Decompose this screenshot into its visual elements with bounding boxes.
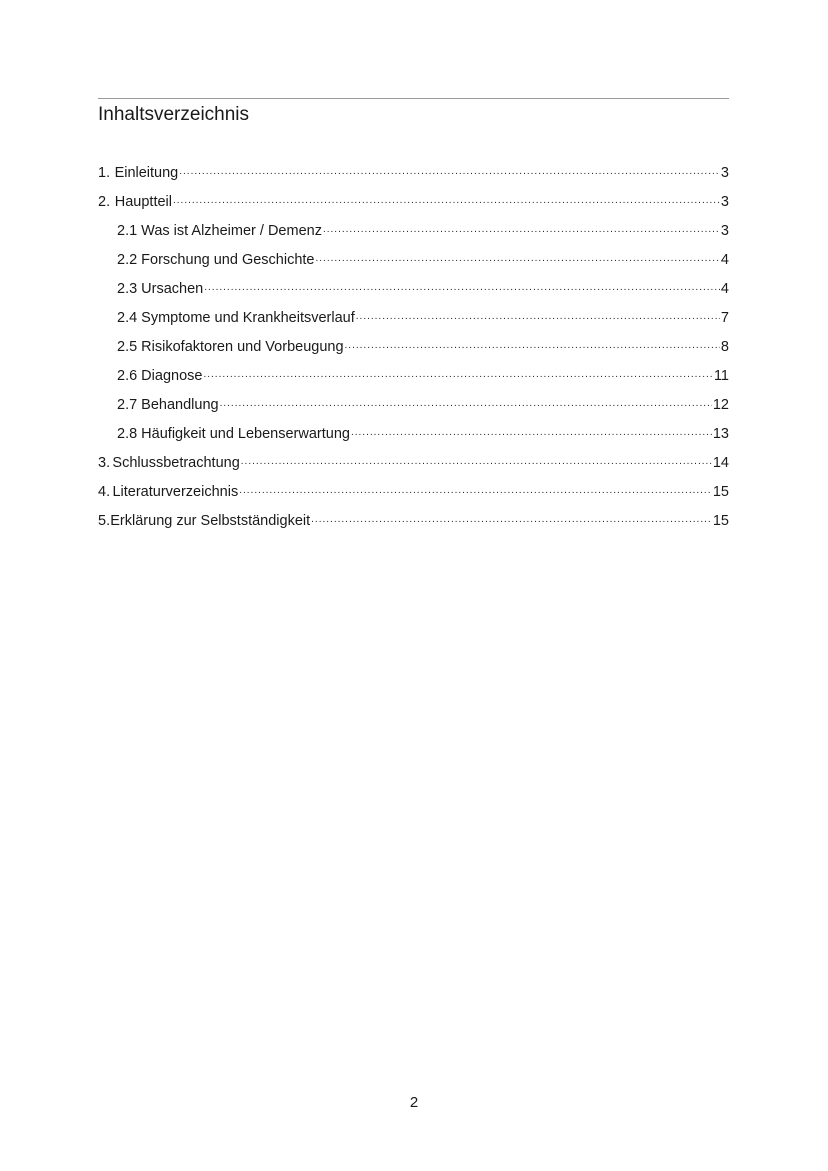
toc-entry-page: 3 [720,164,729,181]
header-rule [98,98,729,99]
toc-entry-label: 2.5 Risikofaktoren und Vorbeugung [117,338,344,355]
toc-entry-label: Einleitung [114,164,179,181]
toc-entry-2-3[interactable] [98,274,729,303]
toc-entry-page: 3 [720,193,729,210]
toc-entry-page: 7 [720,309,729,326]
toc-entry-page: 14 [712,454,729,471]
toc-dot-leader [204,278,720,294]
toc-entry-number: 4. [98,483,111,500]
toc-entry-number: 2. [98,193,111,210]
toc-entry-label: 2.1 Was ist Alzheimer / Demenz [117,222,322,239]
toc-entry-2-5[interactable] [98,332,729,361]
toc-entry-2-2[interactable] [98,245,729,274]
toc-entry-literaturverzeichnis[interactable] [98,477,729,506]
toc-dot-leader [311,510,712,526]
toc-entry-2-1[interactable] [98,216,729,245]
toc-entry-page: 13 [712,425,729,442]
toc-dot-leader [315,249,719,265]
toc-entry-page: 8 [720,338,729,355]
toc-dot-leader [351,423,712,439]
toc-entry-2-6[interactable] [98,361,729,390]
toc-dot-leader [345,336,720,352]
toc-entry-2-7[interactable] [98,390,729,419]
page-title: Inhaltsverzeichnis [98,104,250,125]
page-number: 2 [409,1094,419,1111]
toc-entry-page: 15 [712,483,729,500]
toc-entry-2-4[interactable] [98,303,729,332]
toc-entry-label: Hauptteil [114,193,172,210]
toc-entry-number: 5. [98,512,111,529]
toc-entry-2-8[interactable] [98,419,729,448]
toc-entry-label: Schlussbetrachtung [112,454,240,471]
toc-entry-hauptteil[interactable] [98,187,729,216]
toc-dot-leader [356,307,720,323]
toc-dot-leader [179,162,720,178]
toc-entry-label: 2.7 Behandlung [117,396,219,413]
toc-dot-leader [220,394,712,410]
toc-entry-einleitung[interactable] [98,158,729,187]
toc-dot-leader [173,191,720,207]
toc-dot-leader [239,481,712,497]
toc-entry-number: 1. [98,164,111,181]
table-of-contents [98,158,729,535]
toc-entry-page: 11 [713,367,729,384]
toc-entry-page: 4 [720,280,729,297]
toc-entry-label: 2.2 Forschung und Geschichte [117,251,315,268]
toc-dot-leader [203,365,712,381]
toc-entry-page: 3 [720,222,729,239]
toc-entry-schlussbetrachtung[interactable] [98,448,729,477]
toc-entry-number: 3. [98,454,111,471]
toc-entry-label: 2.8 Häufigkeit und Lebenserwartung [117,425,350,442]
toc-entry-erklaerung[interactable] [98,506,729,535]
toc-entry-label: 2.4 Symptome und Krankheitsverlauf [117,309,355,326]
toc-entry-label: 2.6 Diagnose [117,367,203,384]
toc-entry-page: 15 [712,512,729,529]
toc-entry-page: 12 [712,396,729,413]
toc-entry-label: Literaturverzeichnis [112,483,239,500]
toc-dot-leader [241,452,712,468]
toc-entry-label: Erklärung zur Selbstständigkeit [110,512,311,529]
toc-entry-page: 4 [720,251,729,268]
toc-entry-label: 2.3 Ursachen [117,280,204,297]
toc-dot-leader [323,220,720,236]
